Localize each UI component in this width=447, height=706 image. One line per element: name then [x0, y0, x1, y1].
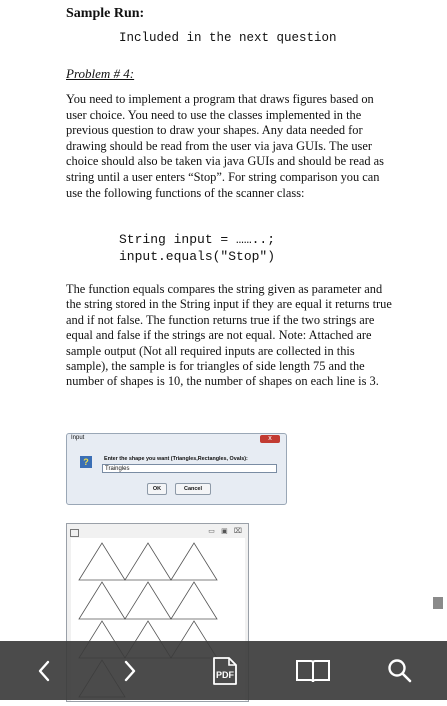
- code-line-2: input.equals("Stop"): [119, 249, 276, 264]
- triangle-1: [79, 543, 125, 580]
- dialog-prompt: Enter the shape you want (Triangles,Rectangles, Ovals):: [104, 456, 248, 462]
- book-icon: [295, 658, 331, 684]
- window-controls: ▭ ▣ ⌧: [208, 527, 244, 535]
- sample-run-text: Included in the next question: [119, 31, 337, 45]
- triangle-5: [125, 582, 171, 619]
- search-icon: [387, 658, 413, 684]
- scroll-indicator[interactable]: [433, 597, 443, 609]
- dialog-cancel-button: Cancel: [175, 483, 211, 495]
- pdf-button[interactable]: [205, 641, 245, 700]
- chevron-left-icon: [37, 660, 51, 682]
- pdf-icon: [211, 656, 239, 686]
- triangle-3: [171, 543, 217, 580]
- chevron-right-icon: [123, 660, 137, 682]
- dialog-titlebar: [67, 434, 286, 445]
- sample-run-heading: Sample Run:: [66, 6, 145, 21]
- dialog-close-button: x: [260, 435, 280, 443]
- dialog-title: Input: [71, 435, 85, 441]
- reader-toolbar: [0, 641, 447, 700]
- problem-paragraph: You need to implement a program that draws figures based on user choice. You need to use the classes implemented in the previous question to draw your shapes. Any data needed for drawing should be read from the user via java GUIs. The user choice should also be taken via java GUIs and should be read as string until a user enters “Stop”. For string comparison you can use the following functions of the scanner class:: [66, 92, 384, 200]
- explanation-paragraph: The function equals compares the string given as parameter and the string stored in the String input if they are equal it returns true and if not false. The function returns true if the two strings are equal and false if the strings are not equal. Note: Attached are sample output (Not all required inputs are collected in this sample), the sample is for triangles of side length 75 and the number of shapes is 10, the number of shapes on each line is 3.: [66, 282, 392, 389]
- window-app-icon: [70, 529, 79, 537]
- dialog-input-field: Traingles: [102, 464, 277, 473]
- triangle-2: [125, 543, 171, 580]
- bookmark-button[interactable]: [290, 641, 336, 700]
- problem-title: Problem # 4:: [66, 66, 135, 81]
- forward-button[interactable]: [108, 641, 152, 700]
- dialog-ok-button: OK: [147, 483, 167, 495]
- question-icon: ?: [80, 456, 92, 468]
- code-line-1: String input = ……..;: [119, 232, 276, 247]
- triangle-4: [79, 582, 125, 619]
- input-dialog-screenshot: [66, 433, 287, 505]
- search-button[interactable]: [378, 641, 422, 700]
- pdf-label: PDF: [216, 669, 234, 680]
- back-button[interactable]: [22, 641, 66, 700]
- triangle-6: [171, 582, 217, 619]
